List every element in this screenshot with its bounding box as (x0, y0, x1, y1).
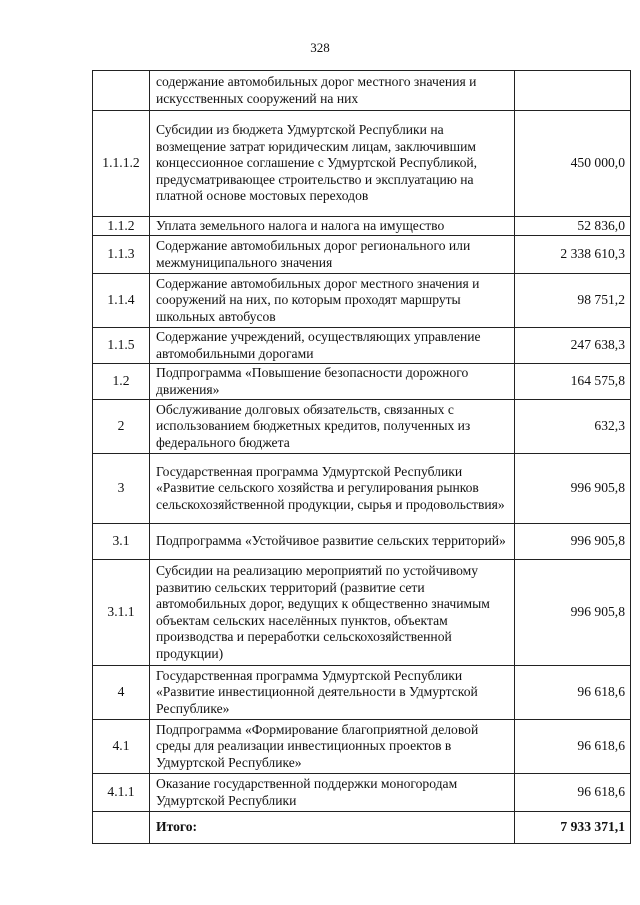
total-amount: 7 933 371,1 (515, 812, 631, 844)
row-name: Подпрограмма «Формирование благоприятной деловой среды для реализации инвестиционных проектов в Удмуртской Республике» (150, 720, 515, 774)
row-name: Уплата земельного налога и налога на имущество (150, 217, 515, 236)
table-row (93, 524, 631, 560)
row-amount: 2 338 610,3 (515, 236, 631, 274)
row-code (93, 71, 150, 111)
row-code: 4.1.1 (93, 774, 150, 812)
row-name: Содержание автомобильных дорог регионального или межмуниципального значения (150, 236, 515, 274)
row-amount: 996 905,8 (515, 454, 631, 524)
row-name: Обслуживание долговых обязательств, связанных с использованием бюджетных кредитов, полученных из федерального бюджета (150, 400, 515, 454)
table-row (93, 720, 631, 774)
table-row (93, 71, 631, 111)
row-code: 1.1.1.2 (93, 111, 150, 217)
table-row (93, 274, 631, 328)
table-row (93, 454, 631, 524)
page-number: 328 (310, 40, 330, 55)
row-name: Содержание учреждений, осуществляющих управление автомобильными дорогами (150, 328, 515, 364)
row-code: 1.1.3 (93, 236, 150, 274)
row-amount: 996 905,8 (515, 524, 631, 560)
row-code: 3.1.1 (93, 560, 150, 666)
table-row (93, 236, 631, 274)
table-row (93, 666, 631, 720)
row-name: Государственная программа Удмуртской Республики «Развитие инвестиционной деятельности в Удмуртской Республике» (150, 666, 515, 720)
row-amount: 632,3 (515, 400, 631, 454)
table-row (93, 560, 631, 666)
row-amount: 996 905,8 (515, 560, 631, 666)
row-code: 1.2 (93, 364, 150, 400)
row-code: 3.1 (93, 524, 150, 560)
row-name: Подпрограмма «Устойчивое развитие сельских территорий» (150, 524, 515, 560)
row-amount: 164 575,8 (515, 364, 631, 400)
total-label: Итого: (150, 812, 515, 844)
row-code: 2 (93, 400, 150, 454)
table-row (93, 774, 631, 812)
total-row (93, 812, 631, 844)
row-name: Подпрограмма «Повышение безопасности дорожного движения» (150, 364, 515, 400)
row-amount (515, 71, 631, 111)
row-code: 1.1.2 (93, 217, 150, 236)
table-row (93, 111, 631, 217)
row-name: Субсидии на реализацию мероприятий по устойчивому развитию сельских территорий (развитие сети автомобильных дорог, ведущих к общественно значимым объектам сельских населённых пунктов, объектам производства и переработки сельскохозяйственной продукции) (150, 560, 515, 666)
row-code: 4 (93, 666, 150, 720)
row-name: Содержание автомобильных дорог местного значения и сооружений на них, по которым проходят маршруты школьных автобусов (150, 274, 515, 328)
row-name: Субсидии из бюджета Удмуртской Республики на возмещение затрат юридическим лицам, заключившим концессионное соглашение с Удмуртской Республикой, предусматривающее строительство и эксплуатацию на платной основе мостовых переходов (150, 111, 515, 217)
row-name: Оказание государственной поддержки моногородам Удмуртской Республики (150, 774, 515, 812)
table-row (93, 328, 631, 364)
row-amount: 247 638,3 (515, 328, 631, 364)
row-amount: 98 751,2 (515, 274, 631, 328)
row-code: 4.1 (93, 720, 150, 774)
total-code-cell (93, 812, 150, 844)
budget-table (92, 70, 631, 844)
row-amount: 450 000,0 (515, 111, 631, 217)
row-amount: 96 618,6 (515, 774, 631, 812)
row-code: 1.1.4 (93, 274, 150, 328)
row-code: 3 (93, 454, 150, 524)
row-name: Государственная программа Удмуртской Республики «Развитие сельского хозяйства и регулирования рынков сельскохозяйственной продукции, сырья и продовольствия» (150, 454, 515, 524)
row-code: 1.1.5 (93, 328, 150, 364)
table-row (93, 217, 631, 236)
row-name: содержание автомобильных дорог местного значения и искусственных сооружений на них (150, 71, 515, 111)
table-row (93, 400, 631, 454)
row-amount: 96 618,6 (515, 666, 631, 720)
table-row (93, 364, 631, 400)
row-amount: 52 836,0 (515, 217, 631, 236)
row-amount: 96 618,6 (515, 720, 631, 774)
